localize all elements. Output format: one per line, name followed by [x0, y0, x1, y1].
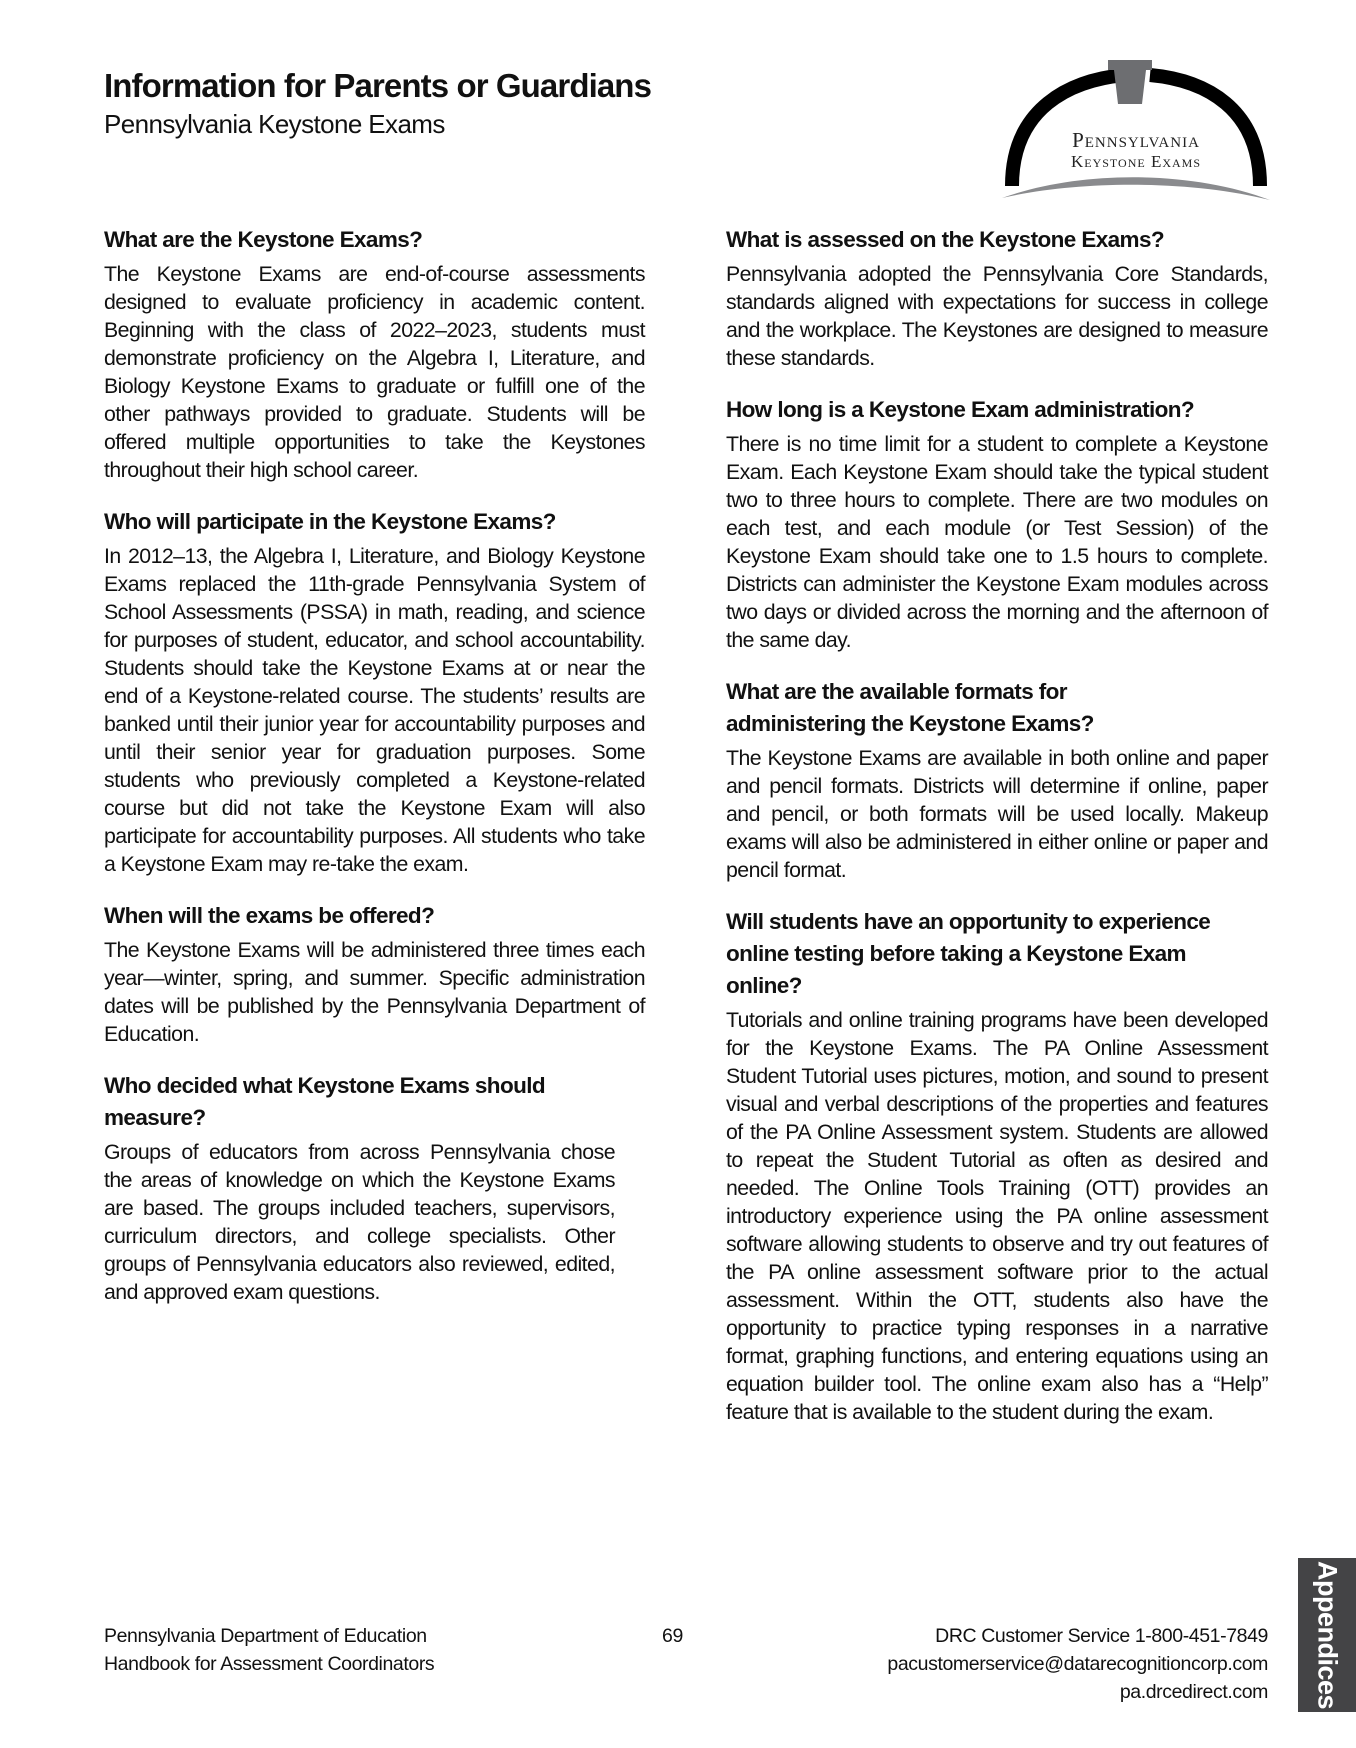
appendices-tab-label: Appendices — [1312, 1560, 1343, 1710]
section-heading: Who decided what Keystone Exams should measure? — [104, 1073, 546, 1130]
section-body: Groups of educators from across Pennsylvania chose the areas of knowledge on which the Keystone Exams are based. The groups included teachers, supervisors, curriculum directors, and college specialists. Other groups of Pennsylvania educators also reviewed, edited, and approved exam questions. — [104, 1140, 615, 1304]
section-heading: What are the available formats for administering the Keystone Exams? — [726, 679, 1094, 736]
section-body: The Keystone Exams are available in both online and paper and pencil formats. Districts will determine if online, paper and pencil, or both formats will be used locally. Makeup exams will also be administered in either online or paper and pencil format. — [726, 746, 1268, 882]
section-what-is-assessed — [726, 224, 1268, 372]
section-who-will-participate — [104, 506, 645, 878]
section-heading: Who will participate in the Keystone Exams? — [104, 509, 556, 534]
section-heading: How long is a Keystone Exam administration? — [726, 397, 1195, 422]
footer-left — [104, 1622, 434, 1678]
page-number: 69 — [662, 1625, 683, 1647]
left-column — [104, 224, 645, 1328]
section-body: The Keystone Exams will be administered three times each year—winter, spring, and summer. Specific administration dates will be published by the Pennsylvania Department of Education. — [104, 938, 645, 1046]
footer-right — [887, 1622, 1268, 1706]
section-heading: What are the Keystone Exams? — [104, 227, 423, 252]
section-body: Tutorials and online training programs have been developed for the Keystone Exams. The PA Online Assessment Student Tutorial uses pictures, motion, and sound to present visual and verbal descriptions of the properties and features of the PA Online Assessment system. Students are allowed to repeat the Student Tutorial as often as desired and needed. The Online Tools Training (OTT) provides an introductory experience using the PA online assessment software allowing students to observe and try out features of the PA online assessment software prior to the actual assessment. Within the OTT, students also have the opportunity to practice typing responses in a narrative format, graphing functions, and entering equations using an equation builder tool. The online exam also has a “Help” feature that is available to the student during the exam. — [726, 1008, 1268, 1424]
section-heading: Will students have an opportunity to experience online testing before taking a Keystone Exam online? — [726, 909, 1211, 998]
footer-email-link[interactable]: pacustomerservice@datarecognitioncorp.com — [887, 1653, 1268, 1675]
section-heading: What is assessed on the Keystone Exams? — [726, 227, 1165, 252]
logo-line-1: Pennsylvania — [1072, 128, 1200, 152]
logo-line-2: Keystone Exams — [1070, 152, 1202, 171]
footer-website-link[interactable]: pa.drcedirect.com — [1119, 1681, 1268, 1703]
section-heading: When will the exams be offered? — [104, 903, 435, 928]
section-what-are-keystone-exams — [104, 224, 645, 484]
right-column — [726, 224, 1268, 1448]
section-available-formats — [726, 676, 1268, 884]
section-online-testing-practice — [726, 906, 1268, 1426]
section-who-decided — [104, 1070, 645, 1306]
section-how-long — [726, 394, 1268, 654]
appendices-tab — [1298, 1558, 1356, 1712]
footer-handbook: Handbook for Assessment Coordinators — [104, 1653, 435, 1675]
section-when-offered — [104, 900, 645, 1048]
section-body: There is no time limit for a student to complete a Keystone Exam. Each Keystone Exam should take the typical student two to three hours to complete. There are two modules on each test, and each module (or Test Session) of the Keystone Exam should take one to 1.5 hours to complete. Districts can administer the Keystone Exam modules across two days or divided across the morning and the afternoon of the same day. — [726, 432, 1268, 652]
section-body: In 2012–13, the Algebra I, Literature, and Biology Keystone Exams replaced the 11th-grade Pennsylvania System of School Assessments (PSSA) in math, reading, and science for purposes of student, educator, and school accountability. Students should take the Keystone Exams at or near the end of a Keystone-related course. The students’ results are banked until their junior year for accountability purposes and until their senior year for graduation purposes. Some students who previously completed a Keystone-related course but did not take the Keystone Exam will also participate for accountability purposes. All students who take a Keystone Exam may re-take the exam. — [104, 544, 645, 876]
page-title: Information for Parents or Guardians — [104, 67, 652, 104]
footer-customer-service: DRC Customer Service 1-800-451-7849 — [935, 1625, 1268, 1647]
page-subtitle: Pennsylvania Keystone Exams — [104, 109, 445, 139]
section-body: Pennsylvania adopted the Pennsylvania Core Standards, standards aligned with expectations for success in college and the workplace. The Keystones are designed to measure these standards. — [726, 262, 1268, 370]
footer-department: Pennsylvania Department of Education — [104, 1625, 427, 1647]
section-body: The Keystone Exams are end-of-course assessments designed to evaluate proficiency in academic content. Beginning with the class of 2022–2023, students must demonstrate proficiency on the Algebra I, Literature, and Biology Keystone Exams to graduate or fulfill one of the other pathways provided to graduate. Students will be offered multiple opportunities to take the Keystones throughout their high school career. — [104, 262, 645, 482]
keystone-exams-logo — [1000, 58, 1272, 208]
